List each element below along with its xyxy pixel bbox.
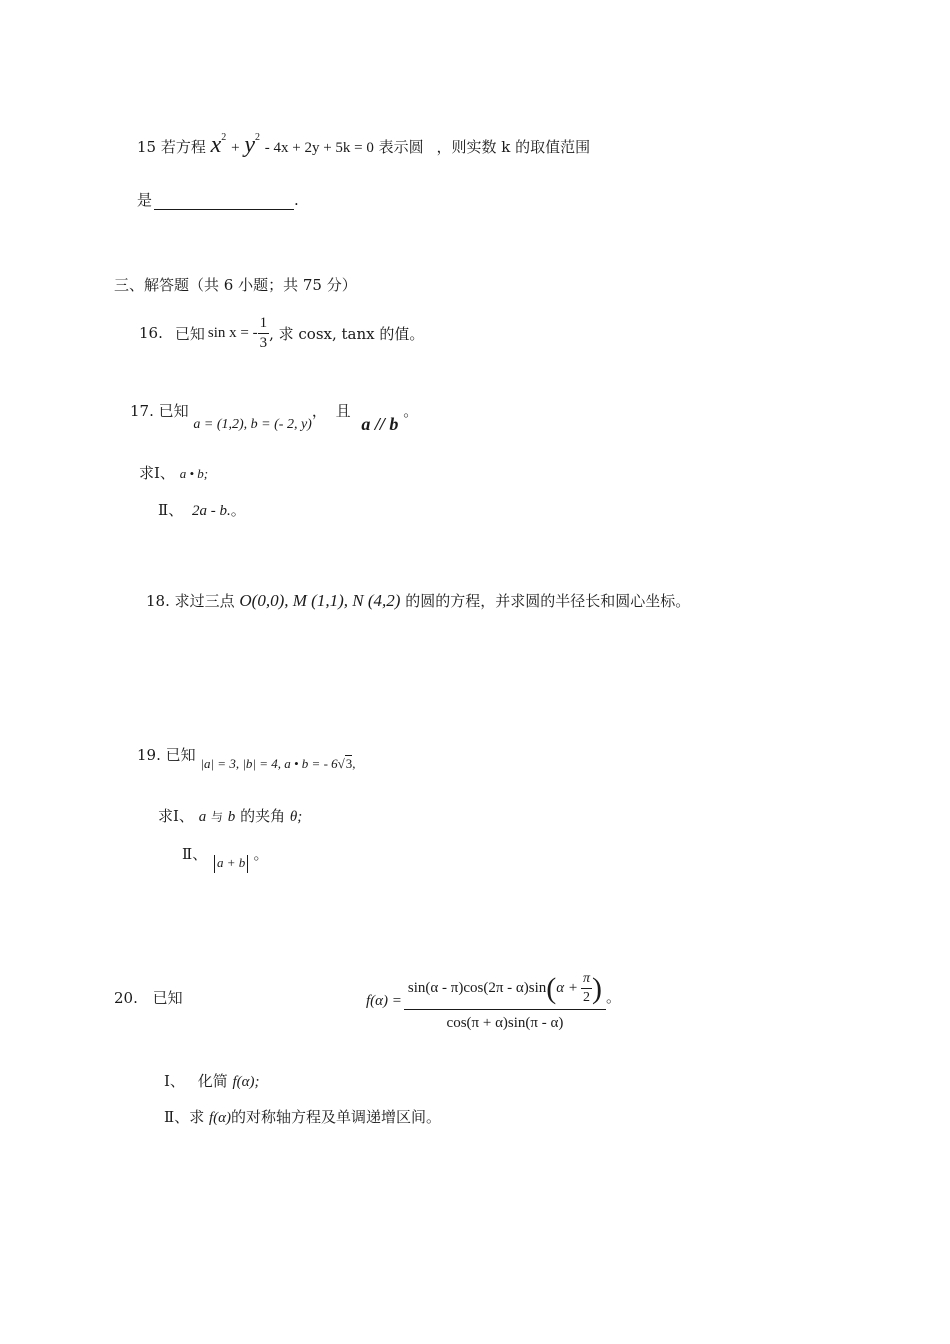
q17-vectors: a = (1,2), b = (- 2, y) (193, 417, 312, 432)
q16-line (139, 310, 424, 356)
q17-part2-label: Ⅱ、 (158, 501, 184, 519)
q16-lhs: sin x = - (207, 324, 258, 341)
q20-two: 2 (583, 990, 590, 1005)
q19-given-b: |b| = 4, (242, 756, 281, 771)
q16-rest: , 求 cosx, tanx 的值。 (269, 324, 425, 343)
answer-blank[interactable] (154, 195, 294, 210)
q15-line1 (137, 132, 590, 172)
q19-part2 (182, 843, 269, 877)
q20-known: 已知 (152, 989, 183, 1007)
q20-denominator: cos(π + α)sin(π - α) (446, 1015, 564, 1031)
q19-given-a: |a| = 3, (200, 756, 240, 771)
q20-numerator (404, 972, 606, 1010)
q20-part1-expr: f(α); (232, 1074, 260, 1090)
q20-part2-text: 的对称轴方程及单调递增区间。 (231, 1108, 442, 1126)
q20-formula (366, 972, 621, 1031)
q17-comma: ， (311, 402, 327, 420)
q17-end: 。 (403, 402, 419, 420)
q17-part1-expr: a • b; (179, 466, 209, 481)
q18-points: O(0,0), M (1,1), N (4,2) (239, 591, 401, 610)
q18-line (146, 590, 690, 611)
q20-numerator-main: sin(α - π)cos(2π - α)sin (407, 980, 547, 996)
q20-part2 (164, 1106, 441, 1127)
q20-label-line (114, 987, 183, 1008)
q19-part1-b: b (227, 809, 236, 825)
q17-label: 17. 已知 (130, 402, 189, 420)
q15-equation-rest: - 4x + 2y + 5k = 0 (264, 140, 374, 156)
paren-left: ( (546, 971, 557, 1005)
q19-part1-yu: 与 (211, 810, 224, 824)
q15-var-x: x (210, 132, 222, 158)
q19-given-dot: a • b = - 6 (284, 756, 338, 771)
q20-fraction (404, 972, 606, 1031)
q19-part1 (158, 805, 302, 826)
q16-fraction (258, 316, 270, 351)
q15-prefix: 15 若方程 (137, 138, 206, 156)
q19-part2-label: Ⅱ、 (182, 845, 208, 863)
q15-exp1: 2 (221, 132, 227, 143)
q15-suffix: 表示圆 (378, 138, 424, 156)
q19-part1-label: 求Ⅰ、 (158, 807, 194, 825)
q17-part2-expr: 2a - b. (191, 503, 231, 519)
q15-line2 (137, 189, 299, 210)
q20-label: 20. (114, 989, 138, 1007)
q15-exp2: 2 (254, 132, 260, 143)
q20-part2-label: Ⅱ、求 (164, 1108, 205, 1126)
abs-bar-left (214, 855, 215, 873)
q15-period: . (294, 191, 299, 209)
q20-part1-text: 化简 (197, 1072, 228, 1090)
q19-part1-theta: θ; (289, 809, 303, 825)
q19-part2-end: 。 (253, 845, 269, 863)
q17-part1 (139, 462, 208, 483)
q17-and: 且 (335, 402, 351, 420)
q16-denominator: 3 (259, 334, 268, 351)
q17-part1-label: 求Ⅰ、 (139, 464, 175, 482)
q17-parallel: a // b (361, 414, 399, 434)
abs-bar-right (247, 855, 248, 873)
q17-part2-end: 。 (230, 501, 246, 519)
q16-known: 已知 (174, 324, 205, 343)
q15-line2-text: 是 (137, 191, 153, 209)
q16-label: 16. (139, 324, 163, 342)
q19-part2-expr: a + b (216, 855, 246, 870)
q20-pi: π (581, 972, 592, 989)
q20-part1-label: Ⅰ、 (164, 1072, 185, 1090)
sqrt-symbol: √ (337, 756, 345, 771)
section-heading: 三、解答题（共 6 小题；共 75 分） (114, 276, 357, 294)
q20-end: 。 (606, 990, 622, 1006)
q19-sqrt-arg: 3 (345, 756, 353, 771)
q19-given-end: , (352, 756, 356, 771)
q19-given (200, 756, 355, 771)
q19-part1-text: 的夹角 (240, 807, 286, 825)
q18-text: 的圆的方程，并求圆的半径长和圆心坐标。 (405, 592, 691, 610)
q19-part2-abs (212, 855, 254, 870)
q16-numerator: 1 (258, 316, 270, 334)
q19-line (137, 744, 356, 774)
q17-part2 (158, 499, 246, 520)
q19-label: 19. 已知 (137, 746, 196, 764)
q17-line (130, 400, 418, 434)
q19-part1-a: a (198, 809, 207, 825)
q20-part2-expr: f(α) (208, 1110, 232, 1126)
q20-lhs: f(α) = (366, 993, 402, 1009)
q20-numerator-inner: α + (556, 980, 578, 996)
paren-right: ) (592, 971, 603, 1005)
q15-var-y: y (244, 132, 255, 158)
q15-plus: + (231, 140, 240, 156)
pi-over-two (581, 972, 592, 1005)
q20-part1 (164, 1070, 260, 1091)
q18-label: 18. 求过三点 (146, 592, 235, 610)
q15-tail: ，则实数 k 的取值范围 (436, 138, 591, 156)
